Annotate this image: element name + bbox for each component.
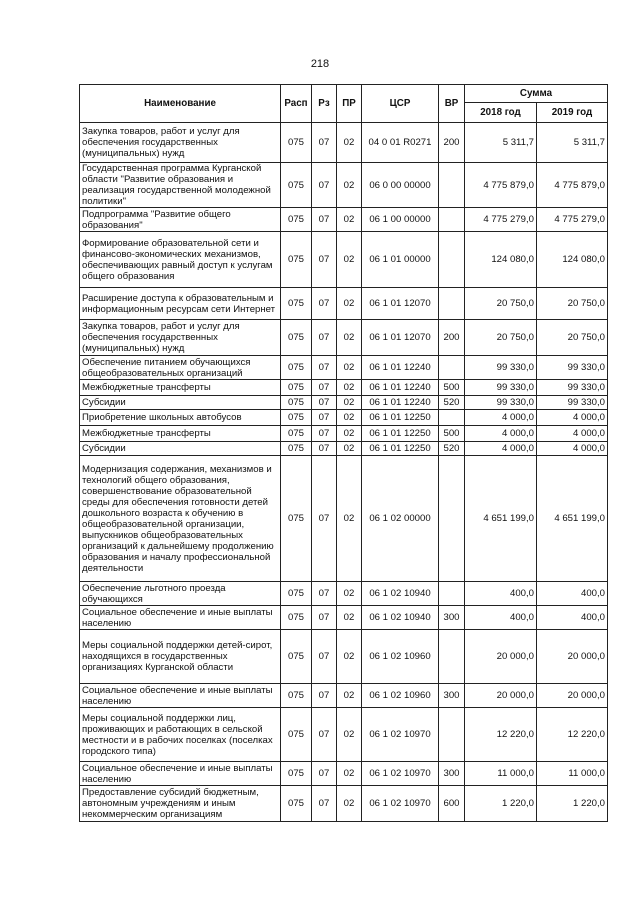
row-name: Субсидии: [80, 442, 281, 456]
row-rasp: 075: [281, 442, 312, 456]
row-csr: 06 1 02 00000: [362, 456, 439, 582]
row-sum-2018: 12 220,0: [465, 708, 537, 762]
row-sum-2018: 20 750,0: [465, 288, 537, 320]
row-sum-2018: 400,0: [465, 582, 537, 606]
row-rz: 07: [312, 684, 337, 708]
row-sum-2019: 99 330,0: [537, 396, 608, 410]
table-row: [80, 786, 608, 822]
budget-table: [79, 84, 608, 822]
row-rasp: 075: [281, 380, 312, 396]
row-rz: 07: [312, 320, 337, 356]
row-pr: 02: [337, 606, 362, 630]
row-vr: [439, 582, 465, 606]
row-csr: 06 1 01 12240: [362, 396, 439, 410]
row-sum-2019: 124 080,0: [537, 232, 608, 288]
row-pr: 02: [337, 380, 362, 396]
table-row: [80, 630, 608, 684]
row-pr: 02: [337, 123, 362, 163]
row-csr: 06 1 02 10970: [362, 786, 439, 822]
row-csr: 06 1 02 10960: [362, 684, 439, 708]
row-sum-2019: 4 000,0: [537, 442, 608, 456]
row-vr: [439, 163, 465, 208]
row-sum-2018: 4 651 199,0: [465, 456, 537, 582]
row-name: Модернизация содержания, механизмов и технологий общего образования, совершенствование образовательной среды для обеспечения готовности детей дошкольного возраста к обучению в общеобразовательной организации, выпускников общеобразовательных организаций к дальнейшему продолжению образования и началу профессиональной деятельности: [80, 456, 281, 582]
row-rz: 07: [312, 762, 337, 786]
table-row: [80, 380, 608, 396]
row-name: Меры социальной поддержки детей-сирот, находящихся в государственных организациях Курганской области: [80, 630, 281, 684]
row-vr: 500: [439, 426, 465, 442]
row-rz: 07: [312, 380, 337, 396]
row-rasp: 075: [281, 320, 312, 356]
table-row: [80, 232, 608, 288]
row-rz: 07: [312, 708, 337, 762]
row-csr: 06 1 00 00000: [362, 208, 439, 232]
row-pr: 02: [337, 320, 362, 356]
row-name: Субсидии: [80, 396, 281, 410]
row-vr: 200: [439, 320, 465, 356]
row-rz: 07: [312, 396, 337, 410]
row-rasp: 075: [281, 208, 312, 232]
row-rz: 07: [312, 786, 337, 822]
row-name: Подпрограмма "Развитие общего образования": [80, 208, 281, 232]
row-vr: 500: [439, 380, 465, 396]
table-row: [80, 708, 608, 762]
table-row: [80, 208, 608, 232]
row-sum-2019: 20 000,0: [537, 684, 608, 708]
row-name: Межбюджетные трансферты: [80, 426, 281, 442]
row-rz: 07: [312, 606, 337, 630]
row-name: Закупка товаров, работ и услуг для обеспечения государственных (муниципальных) нужд: [80, 123, 281, 163]
row-csr: 06 1 01 12250: [362, 426, 439, 442]
row-rz: 07: [312, 630, 337, 684]
row-rasp: 075: [281, 410, 312, 426]
row-vr: [439, 288, 465, 320]
row-sum-2018: 99 330,0: [465, 380, 537, 396]
row-rasp: 075: [281, 708, 312, 762]
row-csr: 06 1 02 10970: [362, 762, 439, 786]
row-sum-2018: 1 220,0: [465, 786, 537, 822]
header-rasp: Расп: [281, 85, 312, 123]
row-vr: 520: [439, 442, 465, 456]
row-rasp: 075: [281, 288, 312, 320]
row-rasp: 075: [281, 684, 312, 708]
row-sum-2018: 20 000,0: [465, 630, 537, 684]
row-csr: 06 1 01 12250: [362, 410, 439, 426]
row-vr: 600: [439, 786, 465, 822]
row-name: Закупка товаров, работ и услуг для обеспечения государственных (муниципальных) нужд: [80, 320, 281, 356]
table-row: [80, 456, 608, 582]
row-rz: 07: [312, 163, 337, 208]
row-rasp: 075: [281, 606, 312, 630]
row-sum-2019: 20 000,0: [537, 630, 608, 684]
row-sum-2018: 400,0: [465, 606, 537, 630]
table-row: [80, 396, 608, 410]
row-sum-2018: 20 750,0: [465, 320, 537, 356]
row-csr: 06 1 02 10940: [362, 606, 439, 630]
row-csr: 06 1 02 10960: [362, 630, 439, 684]
row-name: Социальное обеспечение и иные выплаты населению: [80, 762, 281, 786]
row-csr: 06 1 01 12250: [362, 442, 439, 456]
row-pr: 02: [337, 426, 362, 442]
header-csr: ЦСР: [362, 85, 439, 123]
row-vr: 200: [439, 123, 465, 163]
row-pr: 02: [337, 288, 362, 320]
row-rz: 07: [312, 410, 337, 426]
row-sum-2018: 99 330,0: [465, 396, 537, 410]
row-csr: 06 0 00 00000: [362, 163, 439, 208]
row-sum-2019: 99 330,0: [537, 356, 608, 380]
row-sum-2019: 4 775 879,0: [537, 163, 608, 208]
row-csr: 06 1 01 00000: [362, 232, 439, 288]
row-sum-2019: 12 220,0: [537, 708, 608, 762]
row-vr: [439, 708, 465, 762]
row-rz: 07: [312, 208, 337, 232]
header-vr: ВР: [439, 85, 465, 123]
row-pr: 02: [337, 456, 362, 582]
table-row: [80, 684, 608, 708]
table-row: [80, 606, 608, 630]
row-pr: 02: [337, 356, 362, 380]
row-rz: 07: [312, 456, 337, 582]
row-sum-2019: 4 000,0: [537, 426, 608, 442]
row-rz: 07: [312, 123, 337, 163]
row-rasp: 075: [281, 762, 312, 786]
table-row: [80, 163, 608, 208]
row-sum-2019: 4 651 199,0: [537, 456, 608, 582]
row-sum-2018: 124 080,0: [465, 232, 537, 288]
row-pr: 02: [337, 396, 362, 410]
row-pr: 02: [337, 410, 362, 426]
page-number: 218: [310, 58, 330, 70]
row-sum-2019: 5 311,7: [537, 123, 608, 163]
row-csr: 06 1 01 12070: [362, 288, 439, 320]
row-sum-2019: 1 220,0: [537, 786, 608, 822]
header-pr: ПР: [337, 85, 362, 123]
row-rz: 07: [312, 582, 337, 606]
row-name: Обеспечение питанием обучающихся общеобразовательных организаций: [80, 356, 281, 380]
table-row: [80, 356, 608, 380]
row-rasp: 075: [281, 163, 312, 208]
row-csr: 06 1 01 12240: [362, 356, 439, 380]
row-sum-2018: 4 000,0: [465, 410, 537, 426]
row-sum-2018: 20 000,0: [465, 684, 537, 708]
row-pr: 02: [337, 708, 362, 762]
row-name: Расширение доступа к образовательным и информационным ресурсам сети Интернет: [80, 288, 281, 320]
table-row: [80, 426, 608, 442]
row-rasp: 075: [281, 232, 312, 288]
row-sum-2019: 4 000,0: [537, 410, 608, 426]
table-row: [80, 582, 608, 606]
row-vr: [439, 630, 465, 684]
row-rz: 07: [312, 426, 337, 442]
row-sum-2019: 400,0: [537, 582, 608, 606]
row-sum-2018: 11 000,0: [465, 762, 537, 786]
table-row: [80, 123, 608, 163]
row-name: Меры социальной поддержки лиц, проживающих и работающих в сельской местности и в рабочих поселках (поселках городского типа): [80, 708, 281, 762]
row-vr: [439, 232, 465, 288]
row-vr: [439, 456, 465, 582]
row-vr: [439, 356, 465, 380]
row-csr: 06 1 01 12070: [362, 320, 439, 356]
row-sum-2019: 20 750,0: [537, 320, 608, 356]
header-2019: 2019 год: [537, 103, 608, 123]
table-row: [80, 442, 608, 456]
row-rasp: 075: [281, 582, 312, 606]
row-vr: 300: [439, 684, 465, 708]
row-name: Предоставление субсидий бюджетным, автономным учреждениям и иным некоммерческим организациям: [80, 786, 281, 822]
row-sum-2019: 99 330,0: [537, 380, 608, 396]
row-rasp: 075: [281, 123, 312, 163]
row-name: Социальное обеспечение и иные выплаты населению: [80, 606, 281, 630]
row-csr: 06 1 02 10940: [362, 582, 439, 606]
row-name: Межбюджетные трансферты: [80, 380, 281, 396]
row-rasp: 075: [281, 356, 312, 380]
row-sum-2018: 4 775 279,0: [465, 208, 537, 232]
table-row: [80, 410, 608, 426]
row-rasp: 075: [281, 396, 312, 410]
row-sum-2018: 4 000,0: [465, 442, 537, 456]
row-vr: [439, 410, 465, 426]
row-rz: 07: [312, 288, 337, 320]
row-vr: 520: [439, 396, 465, 410]
row-vr: 300: [439, 606, 465, 630]
header-2018: 2018 год: [465, 103, 537, 123]
row-sum-2018: 4 775 879,0: [465, 163, 537, 208]
row-csr: 04 0 01 R0271: [362, 123, 439, 163]
row-pr: 02: [337, 232, 362, 288]
row-rz: 07: [312, 232, 337, 288]
row-sum-2018: 99 330,0: [465, 356, 537, 380]
row-pr: 02: [337, 582, 362, 606]
row-name: Приобретение школьных автобусов: [80, 410, 281, 426]
header-sum: Сумма: [465, 85, 608, 103]
row-csr: 06 1 01 12240: [362, 380, 439, 396]
row-name: Государственная программа Курганской области "Развитие образования и реализация государственной молодежной политики": [80, 163, 281, 208]
header-rz: Рз: [312, 85, 337, 123]
table-row: [80, 762, 608, 786]
row-pr: 02: [337, 684, 362, 708]
row-rz: 07: [312, 442, 337, 456]
row-sum-2019: 4 775 279,0: [537, 208, 608, 232]
row-pr: 02: [337, 163, 362, 208]
row-rasp: 075: [281, 786, 312, 822]
row-sum-2018: 4 000,0: [465, 426, 537, 442]
row-name: Формирование образовательной сети и финансово-экономических механизмов, обеспечивающих равный доступ к услугам общего образования: [80, 232, 281, 288]
row-pr: 02: [337, 786, 362, 822]
row-sum-2018: 5 311,7: [465, 123, 537, 163]
row-sum-2019: 400,0: [537, 606, 608, 630]
table-row: [80, 288, 608, 320]
row-vr: 300: [439, 762, 465, 786]
row-csr: 06 1 02 10970: [362, 708, 439, 762]
row-sum-2019: 11 000,0: [537, 762, 608, 786]
table-body: [80, 123, 608, 822]
row-sum-2019: 20 750,0: [537, 288, 608, 320]
row-rasp: 075: [281, 456, 312, 582]
row-pr: 02: [337, 630, 362, 684]
row-rasp: 075: [281, 630, 312, 684]
row-pr: 02: [337, 442, 362, 456]
row-name: Обеспечение льготного проезда обучающихся: [80, 582, 281, 606]
row-rz: 07: [312, 356, 337, 380]
header-name: Наименование: [80, 85, 281, 123]
row-pr: 02: [337, 762, 362, 786]
row-name: Социальное обеспечение и иные выплаты населению: [80, 684, 281, 708]
row-vr: [439, 208, 465, 232]
row-pr: 02: [337, 208, 362, 232]
row-rasp: 075: [281, 426, 312, 442]
table-row: [80, 320, 608, 356]
